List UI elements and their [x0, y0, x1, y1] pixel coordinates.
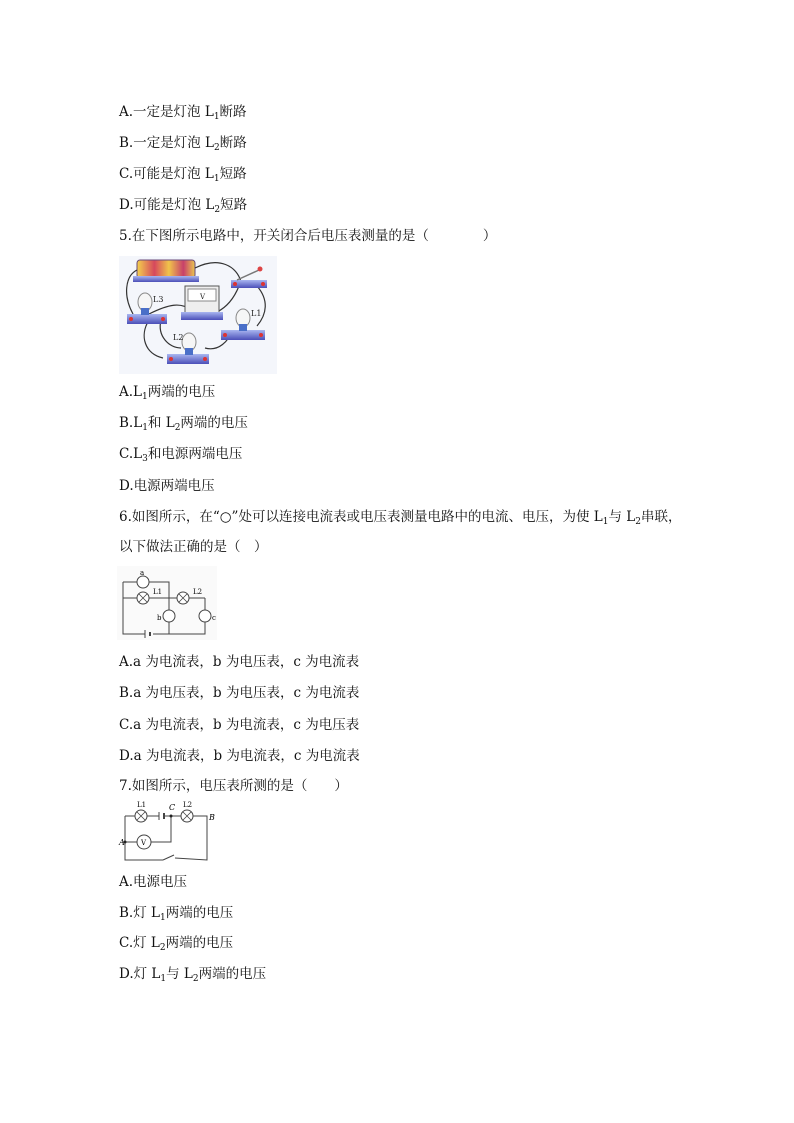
q6-meter-b	[163, 610, 175, 622]
q7-label-l2: L2	[183, 801, 193, 809]
q6-option-a: A.a 为电流表，b 为电压表，c 为电流表	[119, 654, 360, 670]
q7-switch	[163, 855, 174, 860]
q6-label-a: a	[140, 569, 145, 577]
lamp-l2-base	[167, 354, 209, 364]
q7-wires	[125, 816, 207, 860]
q4-option-b: B.一定是灯泡 $L_2$断路	[119, 135, 247, 153]
q7-option-a: A.电源电压	[119, 874, 188, 890]
q7-node-c	[170, 815, 173, 818]
q6-meter-a	[137, 576, 149, 588]
battery-base	[133, 276, 199, 282]
q4-option-c: C.可能是灯泡 $L_1$短路	[119, 166, 247, 184]
q7-label-a: A	[119, 838, 125, 847]
q5-option-b: $B.L_1$和 $L_2$两端的电压	[119, 415, 248, 433]
q5-circuit-photo	[119, 256, 277, 374]
q6-option-d: D.a 为电流表，b 为电流表，c 为电流表	[119, 748, 360, 764]
q7-label-v: V	[141, 839, 147, 847]
battery	[137, 260, 195, 278]
q4-option-a: A.一定是灯泡 $L_1$断路	[119, 104, 247, 122]
q7-stem: 7.如图所示，电压表所测的是（ ）	[119, 778, 348, 794]
q6-circuit-diagram	[117, 566, 217, 640]
q5-option-c: $C.L_3$和电源两端电压	[119, 446, 243, 464]
q7-option-d: D.灯 $L_1$与 $L_2$两端的电压	[119, 966, 267, 984]
q7-option-c: C.灯 $L_2$两端的电压	[119, 935, 234, 953]
q7-label-c: C	[169, 803, 176, 812]
lamp-l3-label: L3	[153, 295, 164, 304]
voltmeter-label: V	[200, 293, 206, 301]
q7-option-b: B.灯 $L_1$两端的电压	[119, 905, 234, 923]
q6-stem-line2: 以下做法正确的是（ ）	[119, 539, 268, 555]
q6-meter-c	[199, 610, 211, 622]
q6-label-l1: L1	[153, 588, 163, 596]
switch-knob	[258, 267, 263, 272]
lamp-l1-base	[221, 330, 265, 340]
q5-option-a: $A.L_1$两端的电压	[119, 384, 216, 402]
q6-label-c: c	[212, 614, 216, 622]
q7-label-l1: L1	[137, 801, 147, 809]
lamp-l1-label: L1	[251, 309, 262, 318]
q4-option-d: D.可能是灯泡 $L_2$短路	[119, 197, 248, 215]
q5-option-d: D.电源两端电压	[119, 478, 215, 494]
q6-option-c: C.a 为电流表，b 为电流表，c 为电压表	[119, 717, 360, 733]
q6-label-l2: L2	[193, 588, 203, 596]
q5-stem: 5.在下图所示电路中，开关闭合后电压表测量的是（ ）	[119, 228, 497, 244]
q6-stem-line1: 6.如图所示，在“○”处可以连接电流表或电压表测量电路中的电流、电压，为使 $L_1$与 $L_2$串联，	[119, 509, 682, 527]
q6-label-b: b	[157, 614, 162, 622]
q7-label-b: B	[209, 813, 215, 822]
lamp-l2-label: L2	[173, 333, 184, 342]
voltmeter-base	[181, 312, 223, 320]
q6-option-b: B.a 为电压表，b 为电压表，c 为电流表	[119, 685, 360, 701]
q7-circuit-diagram	[119, 800, 215, 864]
